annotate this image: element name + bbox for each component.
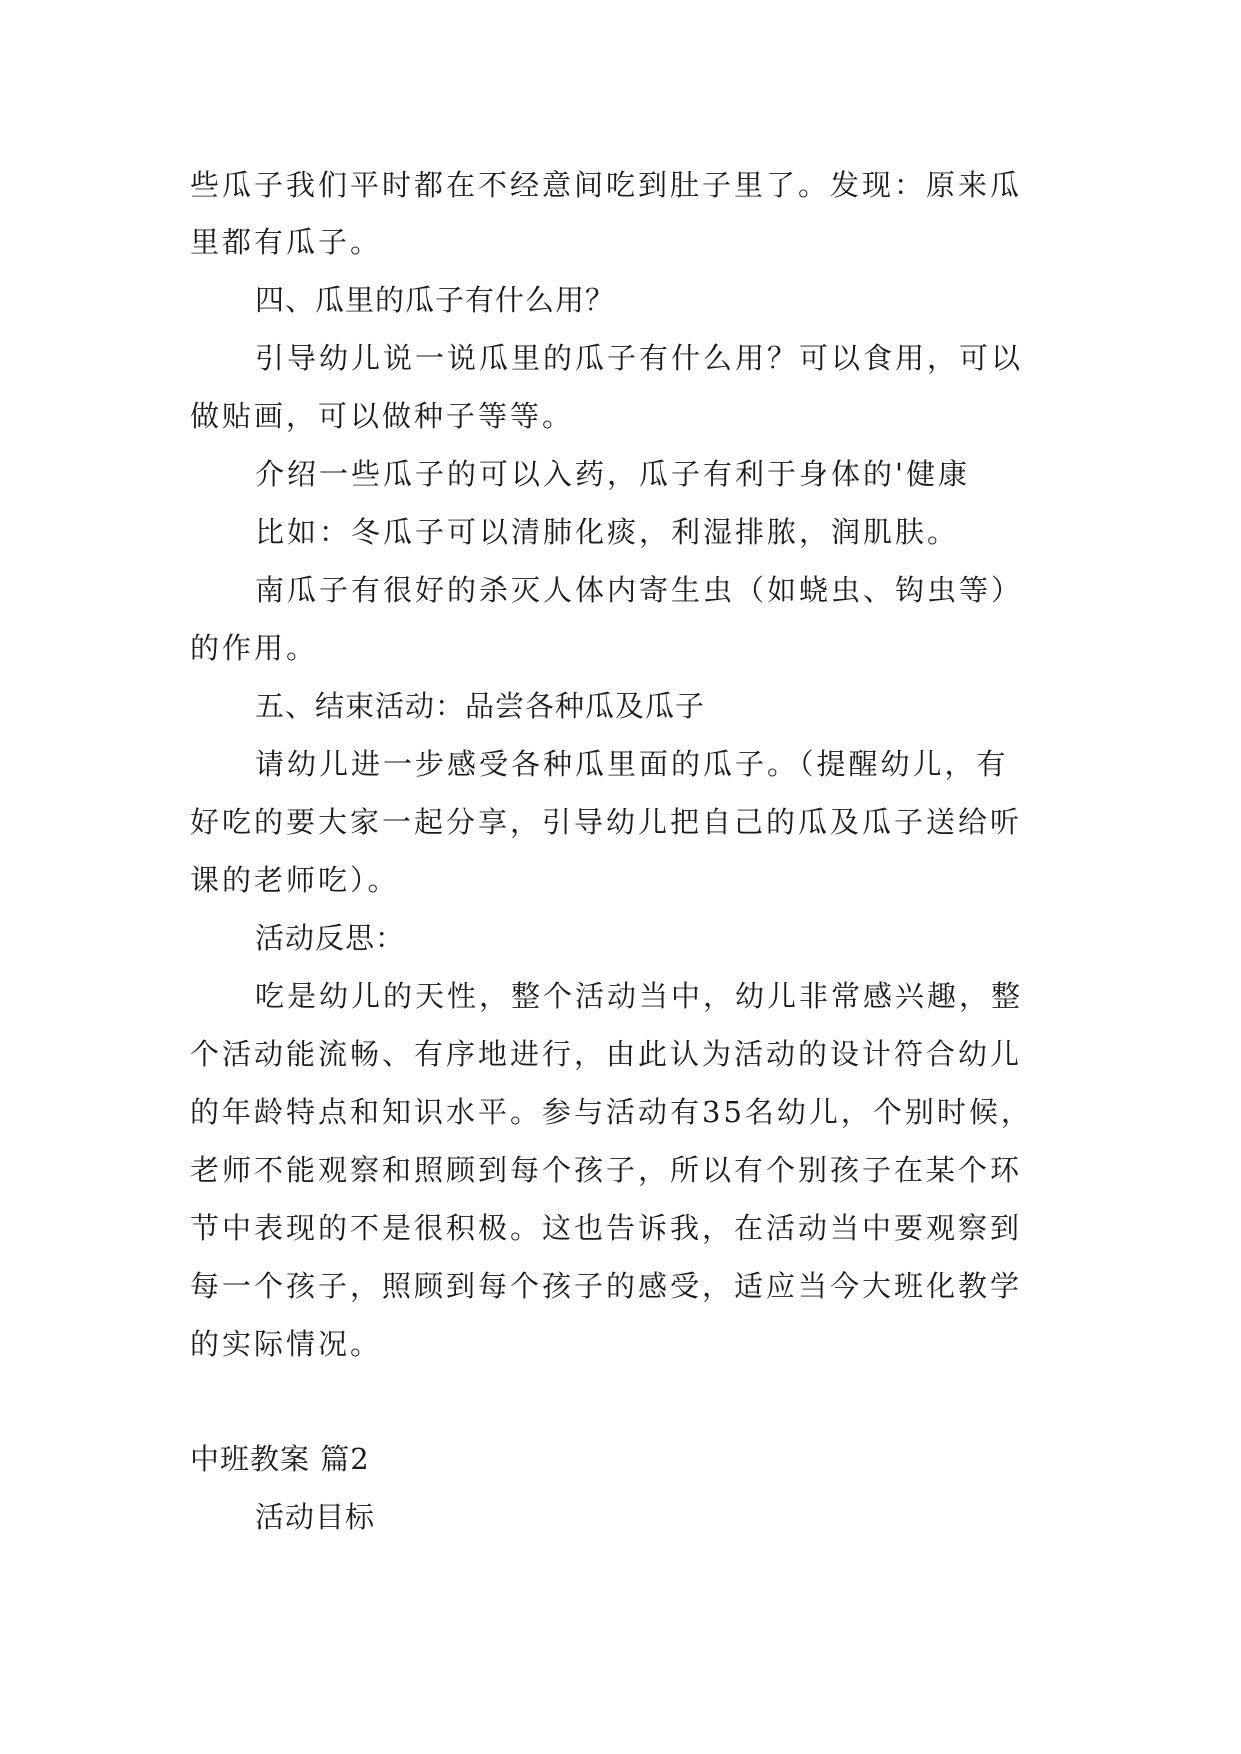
paragraph-line: 的实际情况。 xyxy=(190,1327,383,1361)
paragraph-line: 里都有瓜子。 xyxy=(190,225,383,259)
paragraph-line: 做贴画，可以做种子等等。 xyxy=(190,399,575,433)
paragraph-line: 请幼儿进一步感受各种瓜里面的瓜子。（提醒幼儿，有 xyxy=(255,747,1009,781)
paragraph-line: 吃是幼儿的天性，整个活动当中，幼儿非常感兴趣，整 xyxy=(255,979,1024,1013)
section2-subheading: 活动目标 xyxy=(255,1500,376,1534)
paragraph-line: 介绍一些瓜子的可以入药，瓜子有利于身体的'健康 xyxy=(255,457,970,491)
paragraph-line: 些瓜子我们平时都在不经意间吃到肚子里了。发现：原来瓜 xyxy=(190,168,1023,202)
paragraph-line: 的年龄特点和知识水平。参与活动有35名幼儿，个别时候， xyxy=(190,1095,1033,1129)
paragraph-line: 的作用。 xyxy=(190,631,319,665)
reflection-heading: 活动反思： xyxy=(255,921,406,955)
section2-heading: 中班教案 篇2 xyxy=(190,1442,370,1476)
paragraph-line: 比如：冬瓜子可以清肺化痰，利湿排脓，润肌肤。 xyxy=(255,515,960,549)
section-heading-four: 四、瓜里的瓜子有什么用？ xyxy=(255,283,616,317)
paragraph-line: 个活动能流畅、有序地进行，由此认为活动的设计符合幼儿 xyxy=(190,1037,1023,1071)
paragraph-line: 老师不能观察和照顾到每个孩子，所以有个别孩子在某个环 xyxy=(190,1153,1023,1187)
paragraph-line: 每一个孩子，照顾到每个孩子的感受，适应当今大班化教学 xyxy=(190,1269,1023,1303)
paragraph-line: 好吃的要大家一起分享，引导幼儿把自己的瓜及瓜子送给听 xyxy=(190,805,1023,839)
paragraph-line: 引导幼儿说一说瓜里的瓜子有什么用？可以食用，可以 xyxy=(255,341,1024,375)
section-heading-five: 五、结束活动：品尝各种瓜及瓜子 xyxy=(255,689,706,723)
paragraph-line: 南瓜子有很好的杀灭人体内寄生虫（如蛲虫、钩虫等） xyxy=(255,573,1024,607)
paragraph-line: 节中表现的不是很积极。这也告诉我，在活动当中要观察到 xyxy=(190,1211,1023,1245)
paragraph-line: 课的老师吃）。 xyxy=(190,863,400,897)
